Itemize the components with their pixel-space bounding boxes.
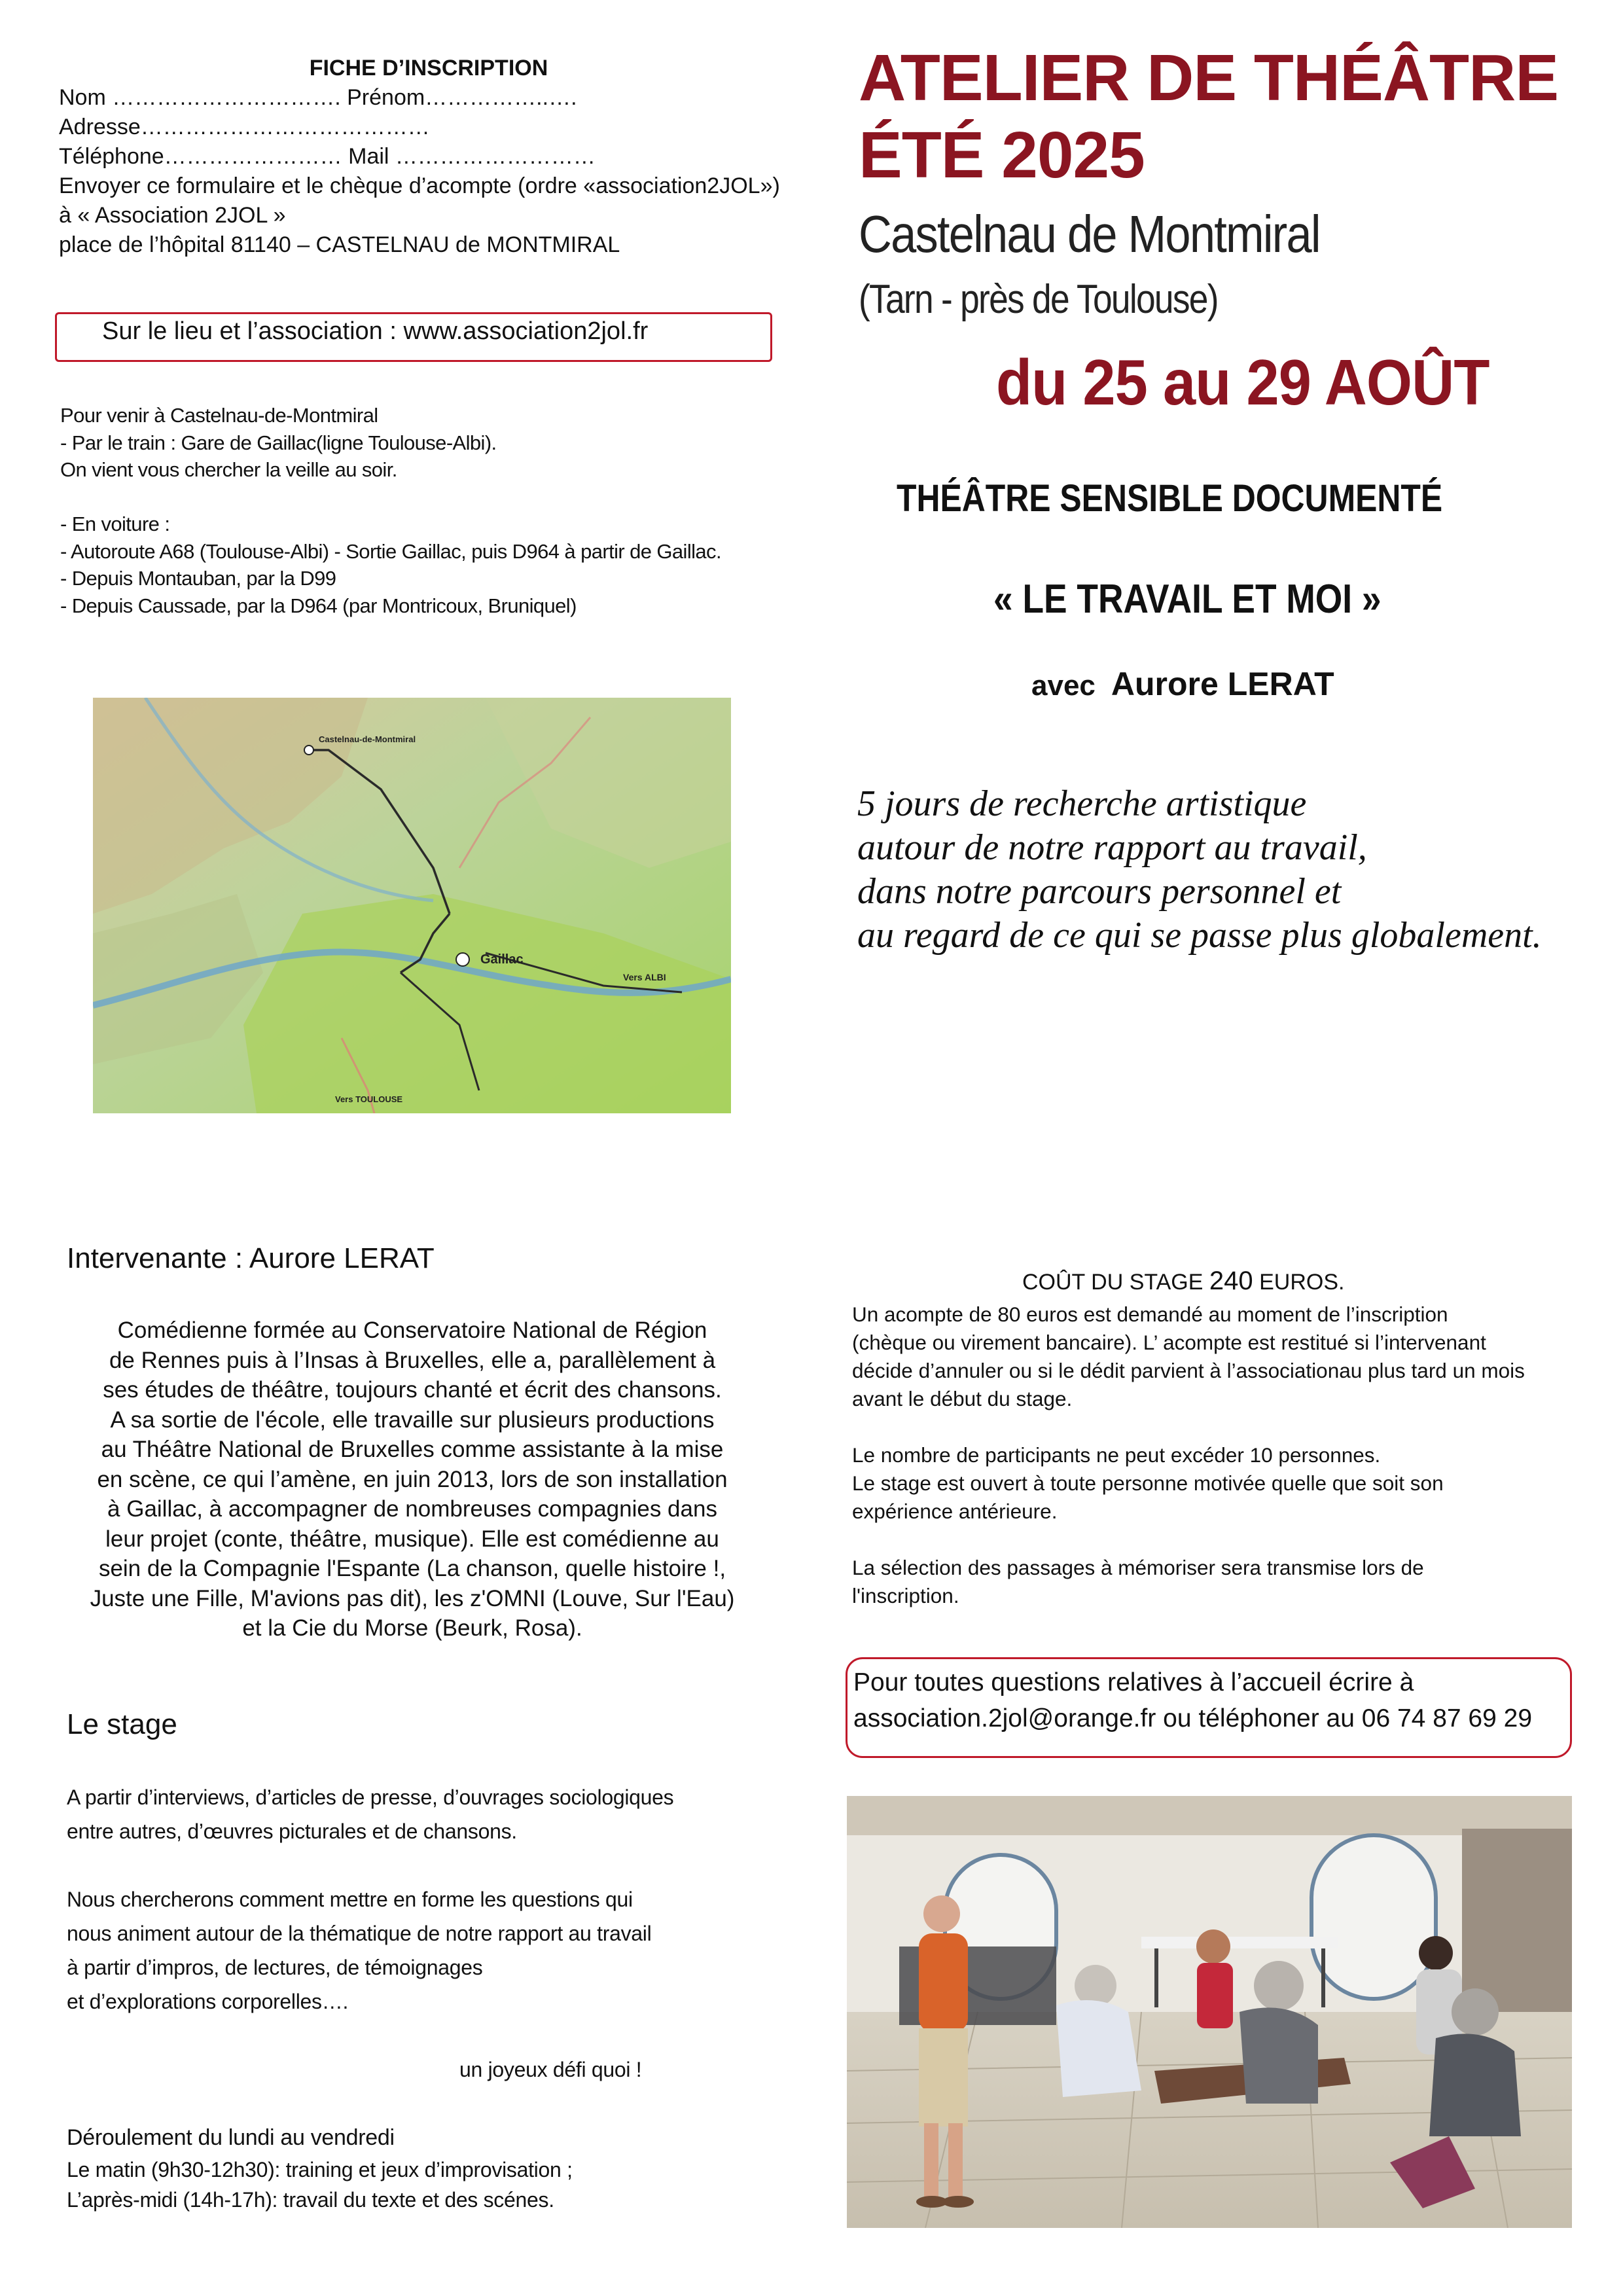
page-title — [859, 39, 1558, 194]
bio-line: ses études de théâtre, toujours chanté et écrit des chansons. — [103, 1377, 722, 1403]
intro-line: autour de notre rapport au travail, — [857, 827, 1367, 868]
cost-line: Le stage est ouvert à toute personne motivée quelle que soit son — [852, 1471, 1444, 1495]
stage-text — [67, 1780, 787, 2215]
stage-line: Nous chercherons comment mettre en forme les questions qui — [67, 1888, 633, 1911]
bio-line: et la Cie du Morse (Beurk, Rosa). — [242, 1615, 582, 1641]
cost-line: décide d’annuler ou si le dédit parvient à l’associationau plus tard un mois — [852, 1359, 1525, 1382]
form-line-association: à « Association 2JOL » — [59, 203, 286, 228]
map-label-gaillac: Gaillac — [480, 952, 524, 967]
bio-line: sein de la Compagnie l'Espante (La chanson, quelle histoire !, — [98, 1556, 726, 1581]
cost-line: (chèque ou virement bancaire). L’ acompte est restitué si l’intervenant — [852, 1331, 1486, 1354]
schedule-line: Le matin (9h30-12h30): training et jeux d’improvisation ; — [67, 2158, 573, 2181]
access-line: - Par le train : Gare de Gaillac(ligne Toulouse-Albi). — [60, 431, 497, 454]
intro-line: au regard de ce qui se passe plus globalement. — [857, 915, 1542, 956]
access-line: - Autoroute A68 (Toulouse-Albi) - Sortie Gaillac, puis D964 à partir de Gaillac. — [60, 539, 721, 563]
artist-line — [1031, 665, 1334, 703]
form-line-postal-address: place de l’hôpital 81140 – CASTELNAU de MONTMIRAL — [59, 232, 620, 257]
stage-line — [67, 2018, 787, 2053]
cost-line: Le nombre de participants ne peut excéder 10 personnes. — [852, 1443, 1381, 1467]
stage-line — [67, 2087, 787, 2121]
cost-suffix: EUROS. — [1253, 1270, 1345, 1295]
registration-title: FICHE D’INSCRIPTION — [309, 56, 548, 81]
title-line-2: ÉTÉ 2025 — [859, 118, 1145, 192]
cost-title — [1022, 1266, 1344, 1296]
cost-line — [852, 1413, 1592, 1441]
cost-line — [852, 1526, 1592, 1554]
access-line: - Depuis Caussade, par la D964 (par Montricoux, Bruniquel) — [60, 594, 577, 617]
cost-details — [852, 1300, 1592, 1610]
cost-line: expérience antérieure. — [852, 1499, 1058, 1523]
cost-price: 240 — [1209, 1266, 1253, 1295]
town-name: Castelnau de Montmiral — [859, 205, 1320, 263]
stage-line: Déroulement du lundi au vendredi — [67, 2125, 395, 2150]
map-label-castelnau: Castelnau-de-Montmiral — [319, 734, 416, 744]
artist-name: Aurore LERAT — [1111, 666, 1334, 702]
bio-line: Comédienne formée au Conservatoire National de Région — [117, 1318, 707, 1343]
access-line: - Depuis Montauban, par la D99 — [60, 567, 336, 590]
form-line-address: Adresse………………………………… — [59, 115, 430, 139]
contact-text — [853, 1664, 1532, 1736]
map-illustration — [93, 698, 731, 1113]
map-label-albi: Vers ALBI — [623, 972, 666, 982]
intro-line: dans notre parcours personnel et — [857, 871, 1342, 912]
form-line-send: Envoyer ce formulaire et le chèque d’acompte (ordre «association2JOL») — [59, 173, 780, 198]
cost-line: Un acompte de 80 euros est demandé au moment de l’inscription — [852, 1302, 1448, 1326]
bio-heading: Intervenante : Aurore LERAT — [67, 1242, 435, 1274]
access-line: - En voiture : — [60, 512, 170, 535]
stage-line: A partir d’interviews, d’articles de presse, d’ouvrages sociologiques — [67, 1785, 674, 1809]
cost-line: l'inscription. — [852, 1584, 959, 1607]
stage-heading: Le stage — [67, 1708, 177, 1740]
stage-line: nous animent autour de la thématique de notre rapport au travail — [67, 1922, 652, 1945]
stage-line — [67, 1848, 787, 1882]
cost-prefix: COÛT DU STAGE — [1022, 1270, 1209, 1295]
bio-line: à Gaillac, à accompagner de nombreuses compagnies dans — [107, 1496, 717, 1522]
avec-label: avec — [1031, 670, 1096, 702]
stage-line: entre autres, d’œuvres picturales et de chansons. — [67, 1820, 517, 1843]
bio-text — [65, 1316, 759, 1643]
map-label-toulouse: Vers TOULOUSE — [335, 1094, 403, 1104]
genre-title: THÉÂTRE SENSIBLE DOCUMENTÉ — [897, 477, 1443, 520]
title-line-1: ATELIER DE THÉÂTRE — [859, 41, 1559, 115]
contact-line[interactable]: association.2jol@orange.fr ou téléphoner au 06 74 87 69 29 — [853, 1704, 1533, 1732]
access-line — [60, 484, 806, 511]
work-title: « LE TRAVAIL ET MOI » — [993, 577, 1382, 622]
workshop-photo — [847, 1796, 1572, 2228]
access-line: On vient vous chercher la veille au soir. — [60, 458, 397, 481]
stage-line: à partir d’impros, de lectures, de témoignages — [67, 1956, 483, 1979]
workshop-photo-illustration — [847, 1796, 1572, 2228]
contact-line: Pour toutes questions relatives à l’accueil écrire à — [853, 1668, 1414, 1696]
bio-line: en scène, ce qui l’amène, en juin 2013, lors de son installation — [97, 1466, 728, 1492]
bio-line: Juste une Fille, M'avions pas dit), les z'OMNI (Louve, Sur l'Eau) — [90, 1585, 735, 1611]
bio-line: au Théâtre National de Bruxelles comme assistante à la mise — [101, 1437, 724, 1462]
website-link[interactable]: Sur le lieu et l’association : www.association2jol.fr — [102, 317, 649, 345]
registration-form — [59, 54, 798, 260]
intro-text — [857, 782, 1542, 958]
stage-line: et d’explorations corporelles…. — [67, 1990, 349, 2013]
bio-line: leur projet (conte, théâtre, musique). Elle est comédienne au — [105, 1526, 719, 1552]
bio-line: de Rennes puis à l’Insas à Bruxelles, elle a, parallèlement à — [109, 1347, 716, 1373]
cost-line: La sélection des passages à mémoriser sera transmise lors de — [852, 1556, 1424, 1579]
region-name: (Tarn - près de Toulouse) — [859, 277, 1218, 322]
access-line: Pour venir à Castelnau-de-Montmiral — [60, 404, 378, 427]
region-map — [93, 698, 731, 1113]
intro-line: 5 jours de recherche artistique — [857, 783, 1307, 824]
event-dates: du 25 au 29 AOÛT — [996, 346, 1489, 418]
schedule-line: L’après-midi (14h-17h): travail du texte et des scénes. — [67, 2188, 554, 2212]
access-directions — [60, 402, 806, 619]
cost-line: avant le début du stage. — [852, 1387, 1073, 1410]
form-line-name: Nom …………………………. Prénom……………..…. — [59, 85, 577, 110]
bio-line: A sa sortie de l'école, elle travaille sur plusieurs productions — [110, 1407, 715, 1433]
stage-line: un joyeux défi quoi ! — [459, 2058, 642, 2081]
form-line-phone: Téléphone…………………… Mail ……………………… — [59, 144, 596, 169]
